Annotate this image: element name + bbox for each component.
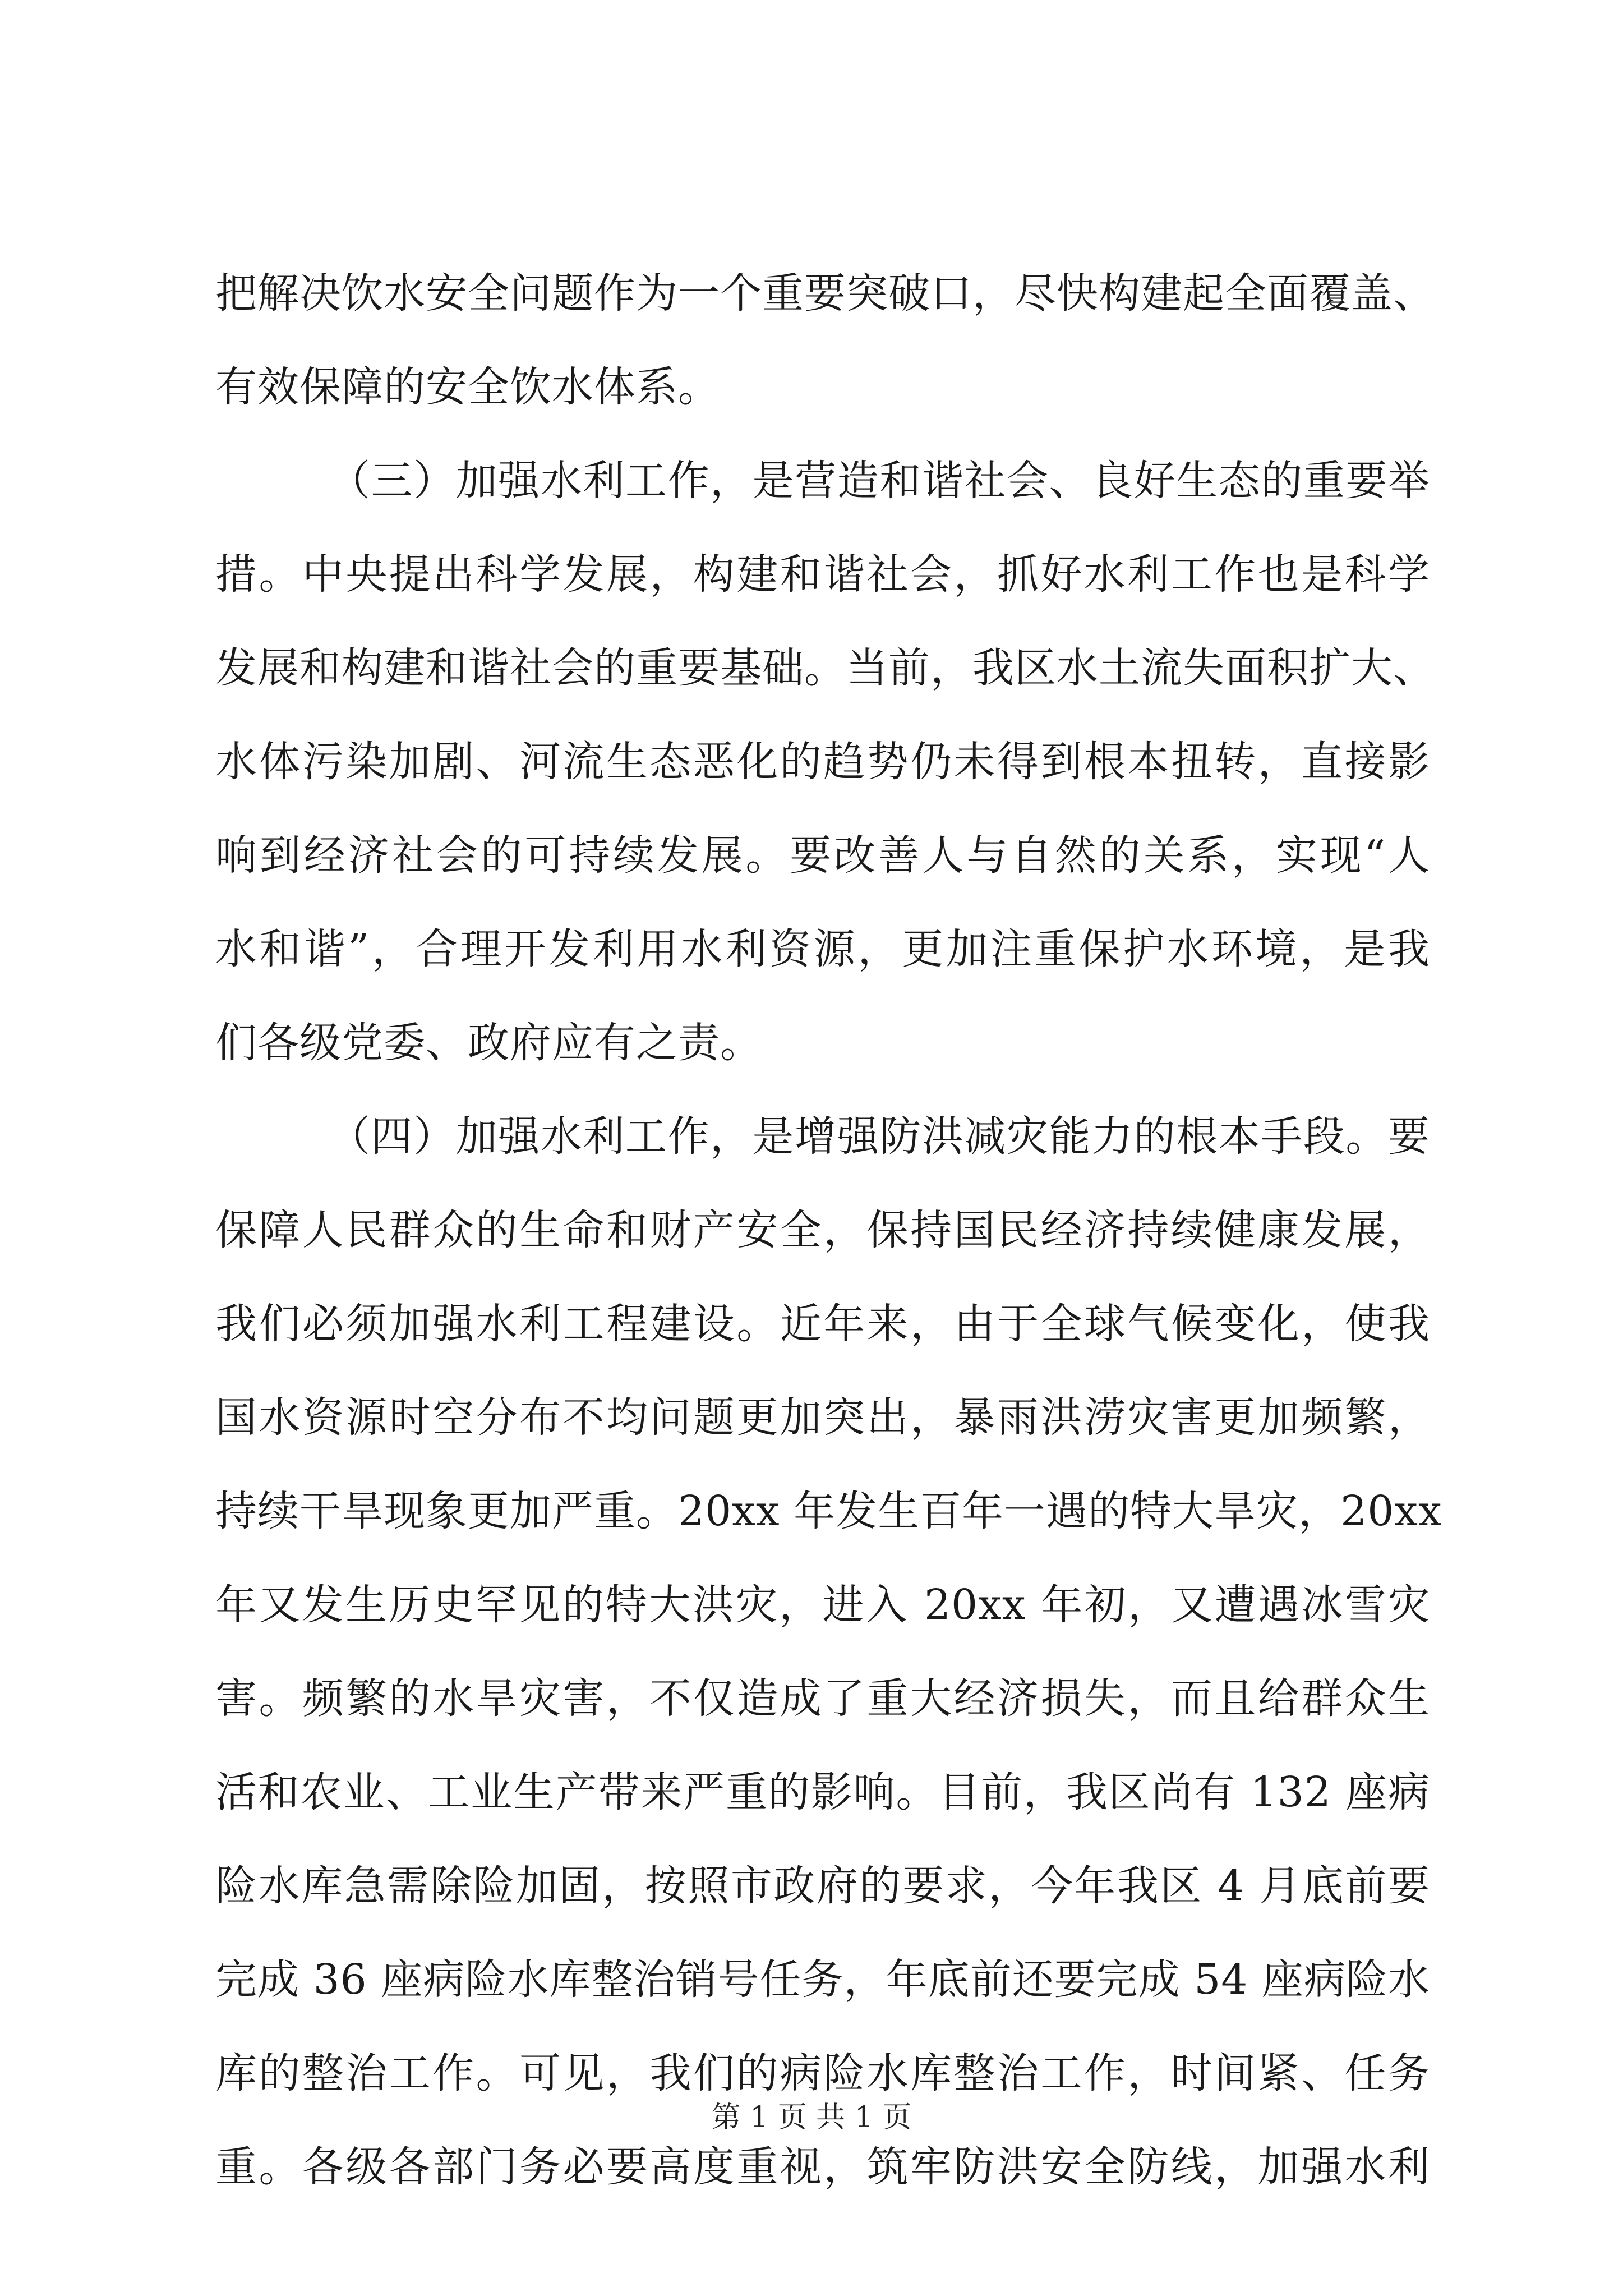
- text-line: 年又发生历史罕见的特大洪灾，进入 20xx 年初，又遭遇冰雪灾: [215, 1581, 1430, 1629]
- text-line: 险水库急需除险加固，按照市政府的要求，今年我区 4 月底前要: [215, 1862, 1430, 1910]
- text-line: 我们必须加强水利工程建设。近年来，由于全球气候变化，使我: [215, 1300, 1430, 1348]
- text-line: 把解决饮水安全问题作为一个重要突破口，尽快构建起全面覆盖、: [215, 269, 1435, 318]
- text-line: 库的整治工作。可见，我们的病险水库整治工作，时间紧、任务: [215, 2049, 1430, 2097]
- text-line: 害。频繁的水旱灾害，不仅造成了重大经济损失，而且给群众生: [215, 1674, 1430, 1723]
- text-line: 水和谐”，合理开发利用水利资源，更加注重保护水环境，是我: [215, 925, 1430, 973]
- text-line: 持续干旱现象更加严重。20xx 年发生百年一遇的特大旱灾，20xx: [215, 1487, 1442, 1535]
- text-line: 措。中央提出科学发展，构建和谐社会，抓好水利工作也是科学: [215, 550, 1430, 599]
- text-line: 活和农业、工业生产带来严重的影响。目前，我区尚有 132 座病: [215, 1768, 1430, 1816]
- text-line: 响到经济社会的可持续发展。要改善人与自然的关系，实现“人: [215, 831, 1430, 880]
- text-line: 重。各级各部门务必要高度重视，筑牢防洪安全防线，加强水利: [215, 2143, 1430, 2191]
- document-body: [215, 247, 1442, 2214]
- text-line: 们各级党委、政府应有之责。: [215, 1019, 762, 1067]
- text-line: 有效保障的安全饮水体系。: [215, 363, 720, 411]
- text-line: 国水资源时空分布不均问题更加突出，暴雨洪涝灾害更加频繁，: [215, 1393, 1430, 1442]
- text-line: 完成 36 座病险水库整治销号任务，年底前还要完成 54 座病险水: [215, 1955, 1430, 2004]
- text-line: 保障人民群众的生命和财产安全，保持国民经济持续健康发展，: [215, 1206, 1430, 1254]
- text-line: （四）加强水利工作，是增强防洪减灾能力的根本手段。要: [329, 1112, 1430, 1161]
- text-line: （三）加强水利工作，是营造和谐社会、良好生态的重要举: [329, 457, 1430, 505]
- text-line: 水体污染加剧、河流生态恶化的趋势仍未得到根本扭转，直接影: [215, 738, 1430, 786]
- text-line: 发展和构建和谐社会的重要基础。当前，我区水土流失面积扩大、: [215, 644, 1435, 692]
- page-footer: [0, 2098, 1623, 2137]
- page-number-label: 第 1 页 共 1 页: [711, 2101, 912, 2134]
